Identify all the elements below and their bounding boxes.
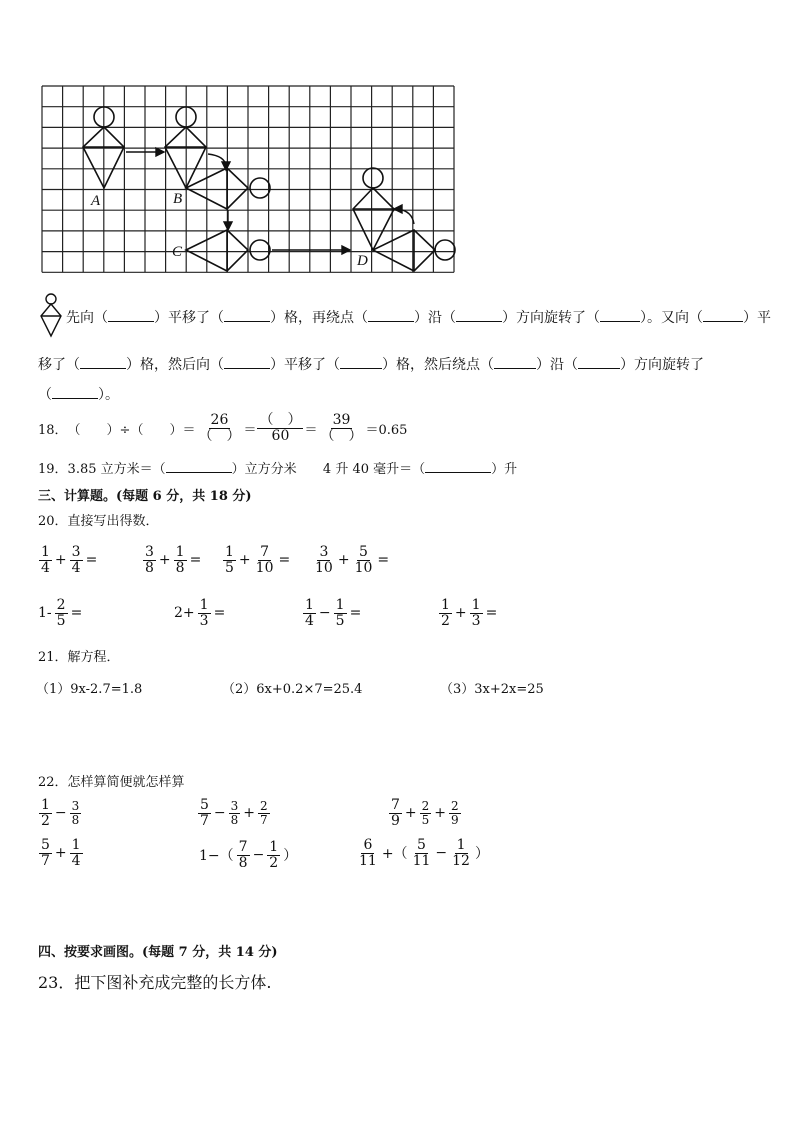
q17-line3: （ ）。: [38, 387, 119, 403]
q23-text: 23．把下图补充成完整的长方体.: [38, 973, 272, 992]
q20-item: $\frac{3}{8}$ + $\frac{1}{8}$ =: [145, 544, 202, 576]
blank[interactable]: [52, 398, 98, 399]
q20-item: $\frac{1}{4}$ − $\frac{1}{5}$ =: [305, 597, 362, 629]
section-3-heading: 三、计算题。(每题 6 分，共 18 分): [38, 489, 252, 504]
shape-d-rotated-kite: [373, 230, 435, 271]
q22-expression: $\frac{5}{7}$ − $\frac{3}{8}$ + $\frac{2}{7}$: [200, 797, 268, 829]
q21-equation-1: （1）9x-2.7=1.8: [36, 682, 143, 697]
q22-title: 22．怎样算简便就怎样算: [38, 775, 185, 790]
blank[interactable]: [425, 472, 491, 473]
q20-item: 1- $\frac{2}{5}$ =: [38, 597, 83, 629]
blank[interactable]: [456, 321, 502, 322]
q17-line2: 移了（ ）格，然后向（ ）平移了（ ）格，然后绕点（ ）沿（ ）方向旋转了: [38, 357, 704, 373]
section-4-heading: 四、按要求画图。(每题 7 分，共 14 分): [38, 945, 278, 960]
label-c: C: [172, 244, 183, 260]
q20-item: 2+ $\frac{1}{3}$ =: [174, 597, 226, 629]
blank[interactable]: [368, 321, 414, 322]
label-d: D: [357, 253, 368, 269]
q22-expression: 1−（ $\frac{7}{8}$ − $\frac{1}{2}$ ）: [199, 839, 298, 871]
q21-title: 21．解方程．: [38, 650, 120, 665]
shape-b-rotated-kite: [186, 168, 248, 209]
q18: 18． （ ）÷（ ）＝ $\frac{26}{( )}$ ＝ $\frac{( )}{60}$ ＝ $\frac{39}{( )}$ ＝0.65: [38, 412, 408, 444]
q20-item: $\frac{1}{4}$ + $\frac{3}{4}$ =: [41, 544, 98, 576]
label-b: B: [173, 191, 183, 207]
shape-d-rotated-head: [435, 240, 455, 260]
blank[interactable]: [224, 368, 270, 369]
blank[interactable]: [578, 368, 620, 369]
shape-d-kite: [353, 188, 394, 250]
q20-item: $\frac{1}{2}$ + $\frac{1}{3}$ =: [441, 597, 498, 629]
q22-expression: $\frac{6}{11}$ +（ $\frac{5}{11}$ − $\frac{1}{12}$ ）: [359, 837, 489, 869]
blank[interactable]: [80, 368, 126, 369]
q22-expression: $\frac{5}{7}$ + $\frac{1}{4}$: [41, 837, 81, 869]
shape-d-head: [363, 168, 383, 188]
transformation-grid-figure: [40, 84, 458, 276]
shape-b-kite: [165, 127, 206, 188]
blank[interactable]: [224, 321, 270, 322]
shape-c-head: [250, 240, 270, 260]
blank[interactable]: [494, 368, 536, 369]
q19: 19．3.85 立方米＝（ ）立方分米 4 升 40 毫升＝（ ）升: [38, 462, 518, 477]
q20-title: 20．直接写出得数．: [38, 514, 159, 529]
kite-figure-icon: [38, 292, 64, 340]
blank[interactable]: [340, 368, 382, 369]
blank[interactable]: [703, 321, 743, 322]
blank[interactable]: [108, 321, 154, 322]
q20-item: $\frac{1}{5}$ + $\frac{7}{10}$ =: [225, 544, 291, 576]
q22-expression: $\frac{7}{9}$ + $\frac{2}{5}$ + $\frac{2}{9}$: [391, 797, 459, 829]
q22-expression: $\frac{1}{2}$ − $\frac{3}{8}$: [41, 797, 80, 829]
shape-b-rotated-head: [250, 178, 270, 198]
q17-line1: 先向（ ）平移了（ ）格，再绕点（ ）沿（ ）方向旋转了（ ）。又向（ ）平: [66, 310, 771, 326]
blank[interactable]: [600, 321, 640, 322]
q21-equation-2: （2）6x+0.2×7=25.4: [222, 682, 363, 697]
q20-item: $\frac{3}{10}$ + $\frac{5}{10}$ =: [315, 544, 390, 576]
label-a: A: [91, 193, 101, 209]
shape-c-kite: [186, 230, 248, 271]
blank[interactable]: [166, 472, 232, 473]
q21-equation-3: （3）3x+2x=25: [440, 682, 544, 697]
